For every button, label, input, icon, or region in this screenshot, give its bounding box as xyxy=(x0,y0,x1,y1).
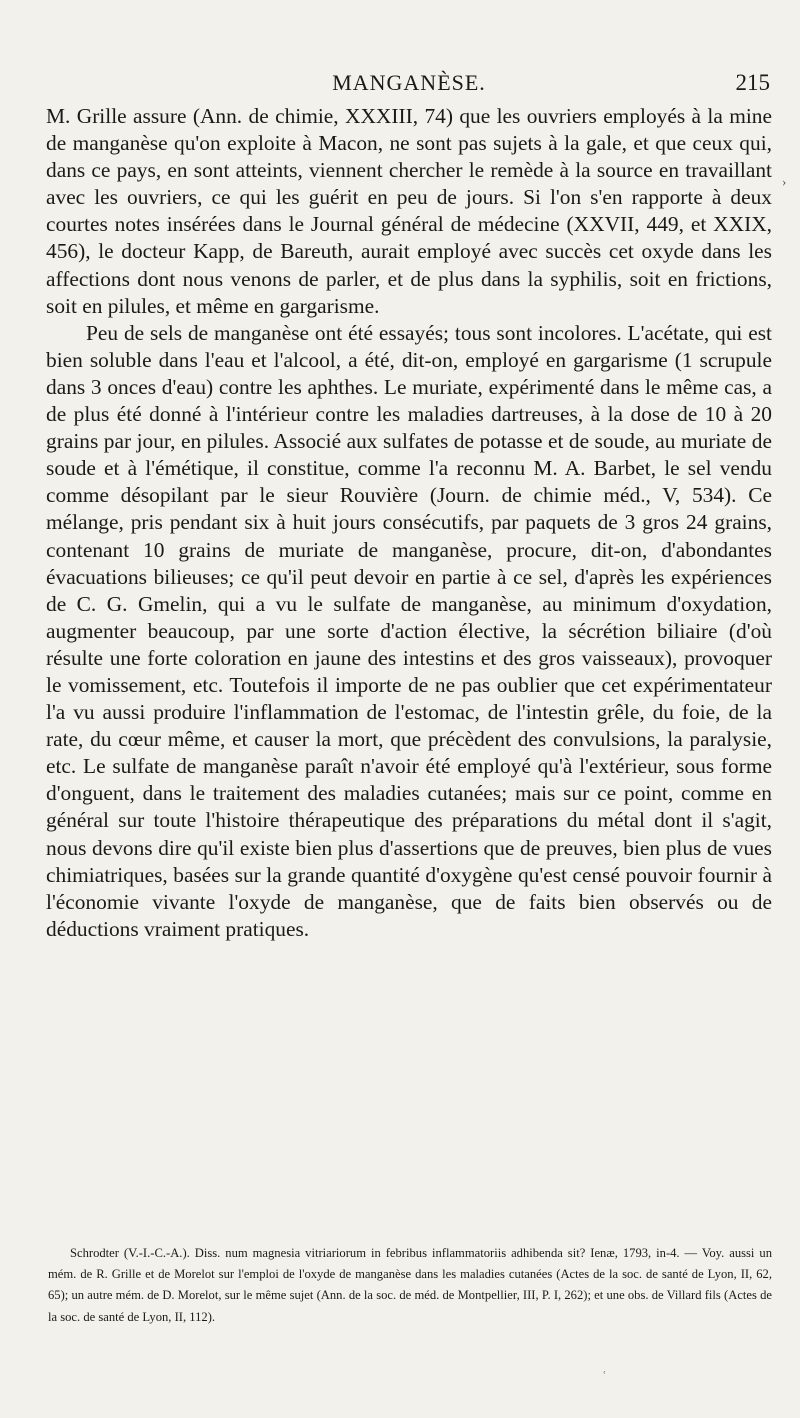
body-text xyxy=(46,103,772,943)
bottom-mark: ʿ xyxy=(602,1370,607,1385)
paragraph-1: M. Grille assure (Ann. de chimie, XXXIII, 74) que les ouvriers employés à la mine de manganèse qu'on exploite à Macon, ne sont pas sujets à la gale, et que ceux qui, dans ce pays, en sont atteints, viennent chercher le remède à la source en travaillant avec les ouvriers, ce qui les guérit en peu de jours. Si l'on s'en rapporte à deux courtes notes insérées dans le Journal général de médecine (XXVII, 449, et XXIX, 456), le docteur Kapp, de Bareuth, aurait employé avec succès cet oxyde dans les affections dont nous venons de parler, et de plus dans la syphilis, soit en frictions, soit en pilules, et même en gargarisme. xyxy=(46,104,772,318)
page-header xyxy=(48,70,770,104)
paragraph-2: Peu de sels de manganèse ont été essayés; tous sont incolores. L'acétate, qui est bien soluble dans l'eau et l'alcool, a été, dit-on, employé en gargarisme (1 scrupule dans 3 onces d'eau) contre les aphthes. Le muriate, expérimenté dans le même cas, a de plus été donné à l'intérieur contre les maladies dartreuses, à la dose de 10 à 20 grains par jour, en pilules. Associé aux sulfates de potasse et de soude, au muriate de soude et à l'émétique, il constitue, comme l'a reconnu M. A. Barbet, le sel vendu comme désopilant par le sieur Rouvière (Journ. de chimie méd., V, 534). Ce mélange, pris pendant six à huit jours consécutifs, par paquets de 3 gros 24 grains, contenant 10 grains de muriate de manganèse, procure, dit-on, d'abondantes évacuations bilieuses; ce qu'il peut devoir en partie à ce sel, d'après les expériences de C. G. Gmelin, qui a vu le sulfate de manganèse, au minimum d'oxydation, augmenter beaucoup, par une sorte d'action élective, la sécrétion biliaire (d'où résulte une forte coloration en jaune des intestins et des gros vaisseaux), provoquer le vomissement, etc. Toutefois il importe de ne pas oublier que cet expérimentateur l'a vu aussi produire l'inflammation de l'estomac, de l'intestin grêle, du foie, de la rate, du cœur même, et causer la mort, que précèdent des convulsions, la paralysie, etc. Le sulfate de manganèse paraît n'avoir été employé qu'à l'extérieur, sous forme d'onguent, dans le traitement des maladies cutanées; mais sur ce point, comme en général sur toute l'histoire thérapeutique des préparations du métal dont il s'agit, nous devons dire qu'il existe bien plus d'assertions que de preuves, bien plus de vues chimiatriques, basées sur la grande quantité d'oxygène qu'est censé pouvoir fournir à l'économie vivante l'oxyde de manganèse, que de faits bien observés ou de déductions vraiment pratiques. xyxy=(46,320,772,941)
footnote-block xyxy=(48,1243,772,1328)
running-title: MANGANÈSE. xyxy=(332,70,486,95)
page-number: 215 xyxy=(735,70,770,95)
margin-mark: › xyxy=(782,174,787,189)
footnote-reference: Schrodter (V.-I.-C.-A.). Diss. num magnesia vitriariorum in febribus inflammatoriis adhibenda sit? Ienæ, 1793, in-4. — Voy. aussi un mém. de R. Grille et de Morelot sur l'emploi de l'oxyde de manganèse dans les maladies cutanées (Actes de la soc. de santé de Lyon, II, 62, 65); un autre mém. de D. Morelot, sur le même sujet (Ann. de la soc. de méd. de Montpellier, III, P. I, 262); et une obs. de Villard fils (Actes de la soc. de santé de Lyon, II, 112). xyxy=(48,1246,772,1324)
